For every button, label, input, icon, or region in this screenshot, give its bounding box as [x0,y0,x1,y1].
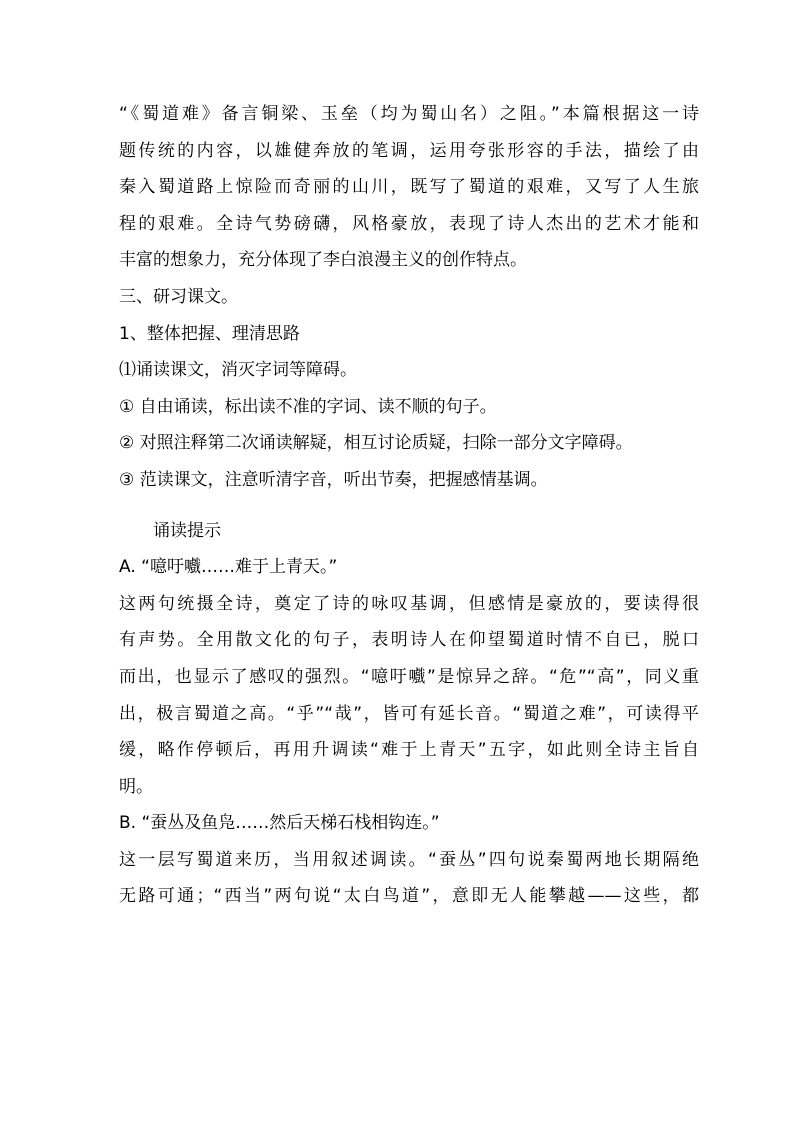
text-line: 缓，略作停顿后，再用升调读“难于上青天”五字，如此则全诗主旨自 [119,740,699,761]
subsection-heading: 1、整体把握、理清思路 [119,323,300,344]
document-page [119,96,699,915]
tip-heading-b: B. “蚕丛及鱼凫……然后天梯石栈相钩连。” [119,813,440,834]
list-item: ② 对照注释第二次诵读解疑，相互讨论质疑，扫除一部分文字障碍。 [119,433,633,454]
spacer [119,499,699,513]
step-heading: ⑴诵读课文，消灭字词等障碍。 [119,360,357,381]
tip-heading-a: A. “噫吁嚱……难于上青天。” [119,557,338,578]
text-line: 明。 [119,776,153,797]
text-line: 这两句统摄全诗，奠定了诗的咏叹基调，但感情是豪放的，要读得很 [119,593,699,614]
text-line: 无路可通；“西当”两句说“太白鸟道”，意即无人能攀越——这些，都 [119,886,699,907]
text-line: 而出，也显示了感叹的强烈。“噫吁嚱”是惊异之辞。“危”“高”，同义重 [119,666,699,687]
text-line: 程的艰难。全诗气势磅礴，风格豪放，表现了诗人杰出的艺术才能和 [119,213,699,234]
reading-tips-heading: 诵读提示 [153,520,221,541]
section-heading: 三、研习课文。 [119,286,238,307]
text-line: 题传统的内容，以雄健奔放的笔调，运用夸张形容的手法，描绘了由 [119,140,699,161]
text-line: 这一层写蜀道来历，当用叙述调读。“蚕丛”四句说秦蜀两地长期隔绝 [119,849,699,870]
text-line: 丰富的想象力，充分体现了李白浪漫主义的创作特点。 [119,250,527,271]
text-line: 秦入蜀道路上惊险而奇丽的山川，既写了蜀道的艰难，又写了人生旅 [119,177,699,198]
text-line: 出，极言蜀道之高。“乎”“哉”，皆可有延长音。“蜀道之难”，可读得平 [119,703,699,724]
list-item: ③ 范读课文，注意听清字音，听出节奏，把握感情基调。 [119,469,548,490]
text-line: 有声势。全用散文化的句子，表明诗人在仰望蜀道时情不自已，脱口 [119,630,699,651]
text-line: “《蜀道难》备言铜梁、玉垒（均为蜀山名）之阻。”本篇根据这一诗 [119,104,699,124]
list-item: ① 自由诵读，标出读不准的字词、读不顺的句子。 [119,396,497,417]
